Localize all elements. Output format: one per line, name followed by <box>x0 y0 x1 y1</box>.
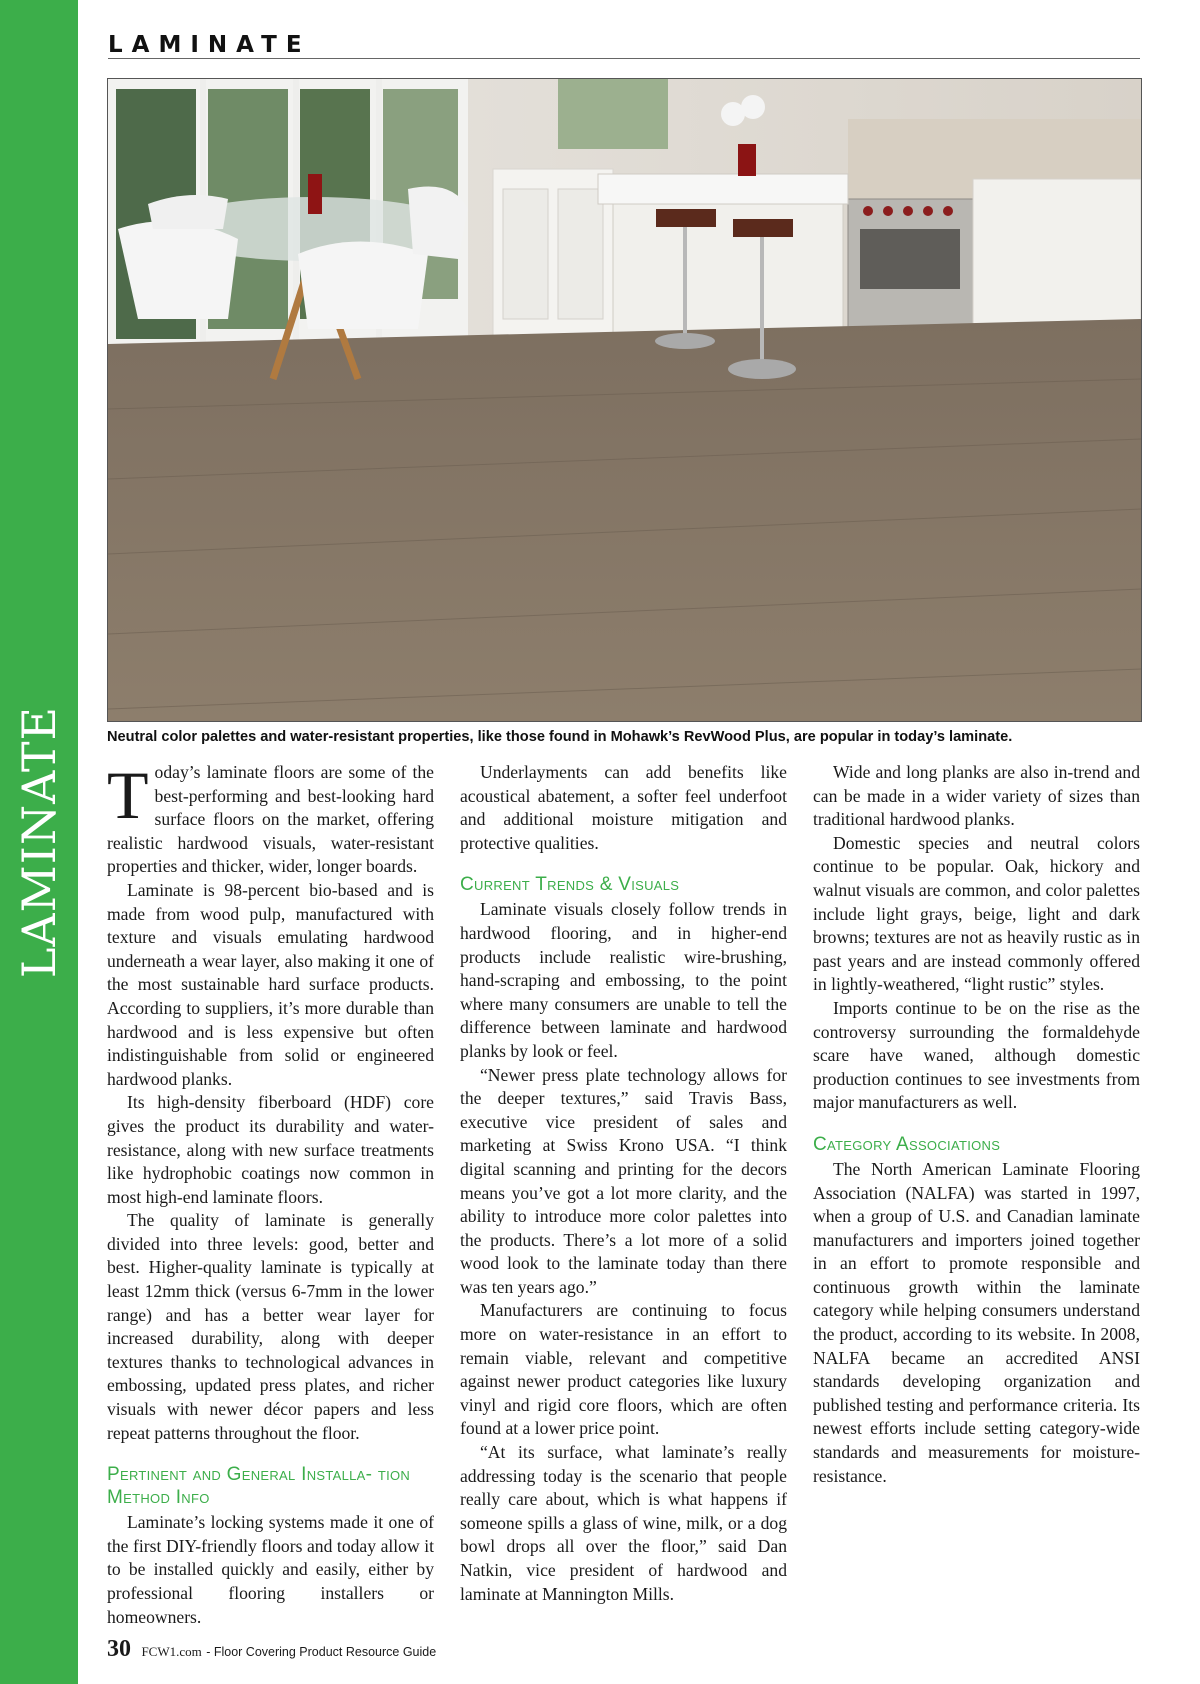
article-paragraph: Underlayments can add benefits like acoustical abatement, a softer feel underfoot and additional moisture mitigation and protective qualities. <box>460 762 787 853</box>
page-footer <box>107 1636 436 1663</box>
article-paragraph: Wide and long planks are also in-trend and can be made in a wider variety of sizes than traditional hardwood planks. <box>813 762 1140 830</box>
article-paragraph: “At its surface, what laminate’s really addressing today is the scenario that people really care about, which is what happens if someone spills a glass of wine, milk, or a dog bowl drops all over the floor,” said Dan Natkin, vice president of hardwood and laminate at Mannington Mills. <box>460 1442 787 1604</box>
drop-cap: T <box>107 757 149 833</box>
subheading-associations: Category Associations <box>813 1133 1001 1155</box>
subheading-installation: Pertinent and General Installa- tion Method Info <box>107 1464 411 1509</box>
sidebar-band <box>0 0 78 1684</box>
article-paragraph: Manufacturers are continuing to focus more on water-resistance in an effort to remain viable, relevant and competitive against newer product categories like luxury vinyl and rigid core floors, which are often found at a lower price point. <box>460 1300 787 1439</box>
article-column-3 <box>813 761 1140 1488</box>
page-number: 30 <box>107 1636 131 1662</box>
article-paragraph: “Newer press plate technology allows for the deeper textures,” said Travis Bass, executive vice president of sales and marketing at Swiss Krono USA. “I think digital scanning and printing for the decors means you’ve got a lot more clarity, and the ability to introduce more color palettes into the products. There’s a lot more of a solid wood look to the laminate today than there was ten years ago.” <box>460 1064 787 1297</box>
article-paragraph: Domestic species and neutral colors continue to be popular. Oak, hickory and walnut visuals are common, and color palettes include light grays, beige, light and dark browns; textures are not as heavily rustic as in past years and are instead commonly offered in lightly-weathered, “light rustic” styles. <box>813 832 1140 995</box>
article-column-2 <box>460 761 787 1606</box>
article-paragraph: Laminate’s locking systems made it one of the first DIY-friendly floors and today allow it to be installed quickly and easily, either by professional flooring installers or homeowners. <box>107 1512 434 1627</box>
title-divider <box>108 58 1140 59</box>
kitchen-photo <box>107 78 1142 722</box>
article-column-1 <box>107 757 434 1629</box>
article-paragraph: Imports continue to be on the rise as the controversy surrounding the formaldehyde scare have waned, although domestic production continues to see investments from major manufacturers as well. <box>813 997 1140 1113</box>
section-title: LAMINATE <box>108 32 311 58</box>
subheading-trends: Current Trends & Visuals <box>460 874 680 896</box>
article-paragraph: Laminate visuals closely follow trends in hardwood flooring, and in higher-end products include realistic wire-brushing, hand-scraping and embossing, to the point where many consumers are unable to tell the difference between laminate and hardwood planks by look or feel. <box>460 899 787 1061</box>
kitchen-photo-icon <box>108 79 1141 721</box>
article-paragraph: Today’s laminate floors are some of the best-performing and best-looking hard surface floors on the market, offering realistic hardwood visuals, water-resistant properties and thicker, wider, longer boards. <box>107 757 434 877</box>
sidebar-label: LAMINATE <box>12 705 66 979</box>
article-paragraph: Laminate is 98-percent bio-based and is made from wood pulp, manufactured with texture and visuals emulating hardwood underneath a wear layer, also making it one of the most sustainable hard surface products. According to suppliers, it’s more durable than hardwood and is less expensive but often indistinguishable from solid or engineered hardwood planks. <box>107 879 434 1089</box>
article-paragraph: Its high-density fiberboard (HDF) core gives the product its durability and water-resistance, along with new surface treatments like hydrophobic coatings now common in most high-end laminate floors. <box>107 1092 434 1207</box>
photo-caption: Neutral color palettes and water-resistant properties, like those found in Mohawk’s RevWood Plus, are popular in today’s laminate. <box>107 729 1013 745</box>
article-paragraph: The quality of laminate is generally divided into three levels: good, better and best. Higher-quality laminate is typically at least 12mm thick (versus 6-7mm in the lower range) and has a better wear layer for increased durability, along with deeper textures thanks to technological advances in embossing, updated press plates, and richer visuals with newer décor papers and less repeat patterns throughout the floor. <box>107 1210 434 1443</box>
footer-guide-title: - Floor Covering Product Resource Guide <box>206 1645 437 1659</box>
article-paragraph: The North American Laminate Flooring Association (NALFA) was started in 1997, when a group of U.S. and Canadian laminate manufacturers and importers joined together in an effort to promote responsible and continuous growth within the laminate category while helping consumers understand the product, according to its website. In 2008, NALFA became an accredited ANSI standards developing organization and published testing and performance criteria. Its newest efforts include setting category-wide standards and measurements for moisture-resistance. <box>813 1158 1140 1486</box>
footer-site: FCW1.com <box>141 1644 202 1659</box>
